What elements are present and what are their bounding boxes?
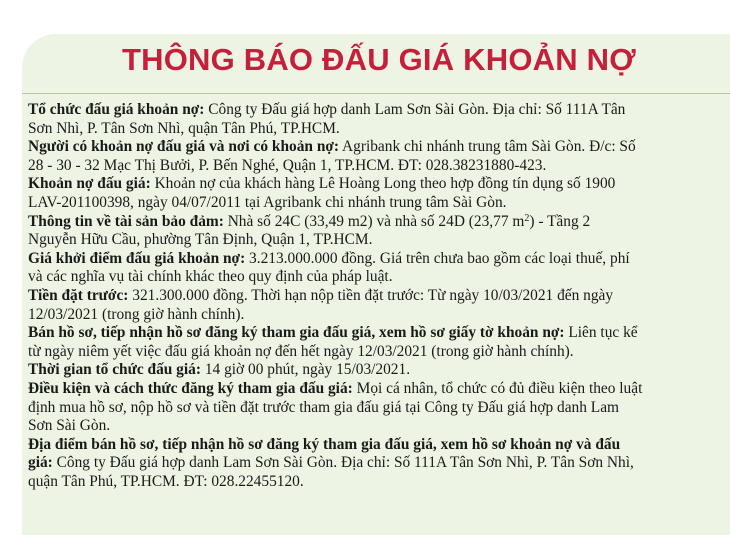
field-text: Nguyễn Hữu Cầu, phường Tân Định, Quận 1, TP.HCM.	[28, 231, 373, 249]
notice-line	[28, 157, 730, 176]
field-label: Địa điểm bán hồ sơ, tiếp nhận hồ sơ đăng ký tham gia đấu giá, xem hồ sơ khoản nợ và đấu	[28, 435, 621, 453]
notice-body	[28, 101, 730, 491]
field-text: Công ty Đấu giá hợp danh Lam Sơn Sài Gòn. Địa chỉ: Số 111A Tân Sơn Nhì, P. Tân Sơn Nhì,	[52, 454, 634, 472]
field-text: Agribank chi nhánh trung tâm Sài Gòn. Đ/c: Số	[339, 138, 636, 156]
field-text: Sơn Sài Gòn.	[28, 417, 111, 435]
notice-line	[28, 361, 730, 380]
field-text: 14 giờ 00 phút, ngày 15/03/2021.	[200, 361, 411, 379]
field-label: Thông tin về tài sản bảo đảm:	[28, 212, 224, 230]
field-label: Điều kiện và cách thức đăng ký tham gia đấu giá:	[28, 379, 353, 397]
notice-title: THÔNG BÁO ĐẤU GIÁ KHOẢN NỢ	[122, 42, 636, 77]
field-text: 321.300.000 đồng. Thời hạn nộp tiền đặt trước: Từ ngày 10/03/2021 đến ngày	[128, 286, 614, 304]
field-text: Công ty Đấu giá hợp danh Lam Sơn Sài Gòn. Địa chỉ: Số 111A Tân	[204, 101, 626, 118]
notice-line	[28, 399, 730, 418]
notice-line	[28, 250, 730, 269]
field-label: Thời gian tổ chức đấu giá:	[28, 361, 201, 379]
notice-line	[28, 101, 730, 120]
notice-line	[28, 343, 730, 362]
field-text: 28 - 30 - 32 Mạc Thị Bưởi, P. Bến Nghé, Quận 1, TP.HCM. ĐT: 028.38231880-423.	[28, 156, 547, 174]
notice-line	[28, 213, 730, 232]
notice-line	[28, 324, 730, 343]
field-text: 12/03/2021 (trong giờ hành chính).	[28, 305, 245, 323]
notice-line	[28, 268, 730, 287]
notice-line	[28, 306, 730, 325]
notice-line	[28, 436, 730, 455]
field-text: LAV-201100398, ngày 04/07/2011 tại Agribank chi nhánh trung tâm Sài Gòn.	[28, 193, 507, 211]
field-text: Mọi cá nhân, tổ chức có đủ điều kiện theo luật	[352, 379, 643, 397]
auction-notice	[22, 34, 730, 535]
field-label: Bán hồ sơ, tiếp nhận hồ sơ đăng ký tham gia đấu giá, xem hồ sơ giấy tờ khoản nợ:	[28, 324, 565, 342]
field-label: Khoản nợ đấu giá:	[28, 175, 151, 193]
notice-line	[28, 454, 730, 473]
field-text: từ ngày niêm yết việc đấu giá khoản nợ đến hết ngày 12/03/2021 (trong giờ hành chính).	[28, 342, 574, 360]
field-text: quận Tân Phú, TP.HCM. ĐT: 028.22455120.	[28, 472, 304, 490]
notice-line	[28, 194, 730, 213]
field-label: Tiền đặt trước:	[28, 286, 129, 304]
field-text: và các nghĩa vụ tài chính khác theo quy định của pháp luật.	[28, 268, 393, 286]
notice-line	[28, 417, 730, 436]
field-text: 3.213.000.000 đồng. Giá trên chưa bao gồm các loại thuế, phí	[245, 249, 630, 267]
notice-line	[28, 231, 730, 250]
field-text: Nhà số 24C (33,49 m2) và nhà số 24D (23,77 m	[223, 212, 525, 230]
notice-line	[28, 473, 730, 492]
field-text: Khoản nợ của khách hàng Lê Hoàng Long theo hợp đồng tín dụng số 1900	[150, 175, 616, 193]
field-text: Sơn Nhì, P. Tân Sơn Nhì, quận Tân Phú, TP.HCM.	[28, 119, 340, 137]
notice-line	[28, 287, 730, 306]
title-divider	[22, 93, 730, 94]
notice-line	[28, 138, 730, 157]
field-text: ) - Tầng 2	[529, 212, 591, 230]
notice-line	[28, 175, 730, 194]
field-label: Người có khoản nợ đấu giá và nơi có khoản nợ:	[28, 138, 340, 156]
field-label: giá:	[28, 454, 53, 472]
field-label: Tổ chức đấu giá khoản nợ:	[28, 101, 205, 118]
superscript: 2	[524, 212, 530, 224]
notice-line	[28, 120, 730, 139]
notice-line	[28, 380, 730, 399]
field-label: Giá khởi điểm đấu giá khoản nợ:	[28, 249, 246, 267]
field-text: Liên tục kể	[564, 324, 638, 342]
field-text: định mua hồ sơ, nộp hồ sơ và tiền đặt trước tham gia đấu giá tại Công ty Đấu giá hợp danh Lam	[28, 398, 619, 416]
